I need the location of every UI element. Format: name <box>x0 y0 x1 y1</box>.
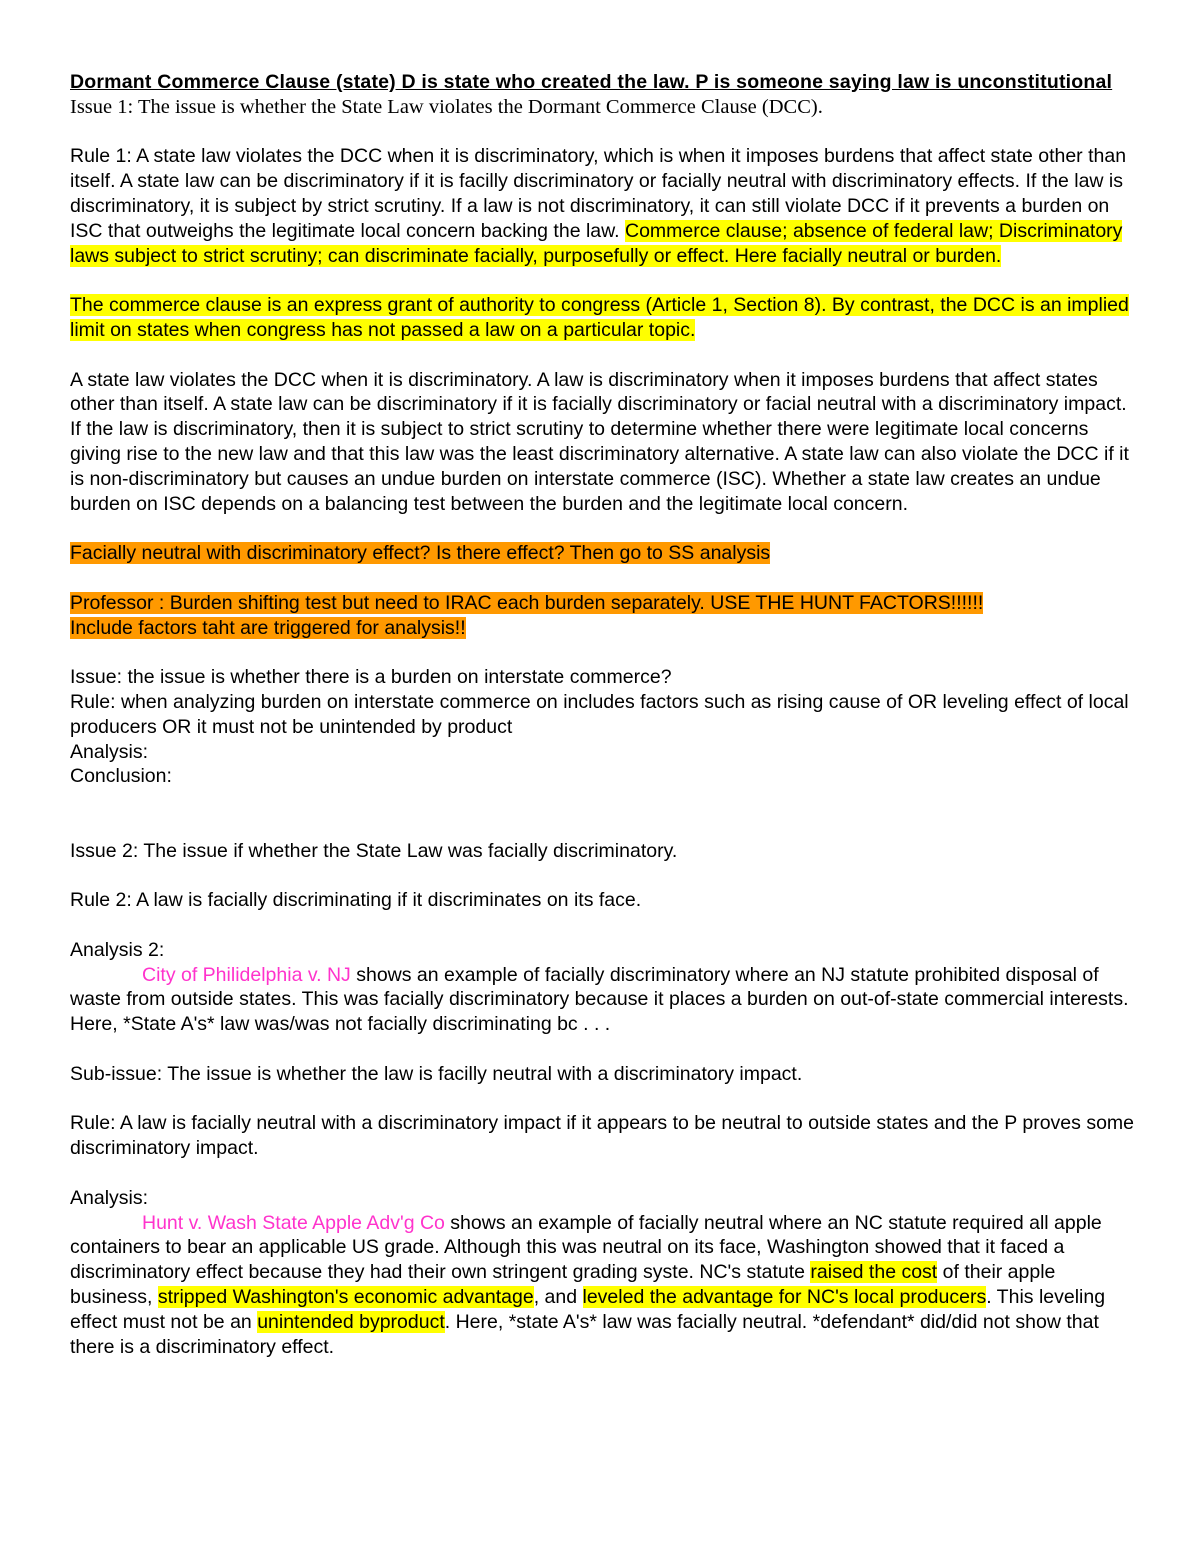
burden-analysis: Analysis: <box>70 740 149 763</box>
case-hunt-highlight-4: unintended byproduct <box>257 1310 445 1333</box>
analysis-2-label: Analysis 2: <box>70 938 165 961</box>
case-philadelphia-text: shows an example of facially discriminatory where an NJ statute prohibited disposal of waste from outside states. This was facially discriminatory because it places a burden on out-of-state commercial interests. Here, *State A's* law was/was not facially discriminating bc . . . <box>70 963 1129 1036</box>
issue-2: Issue 2: The issue if whether the State Law was facially discriminatory. <box>70 839 678 862</box>
case-hunt-highlight-3: leveled the advantage for NC's local producers <box>582 1286 987 1309</box>
analysis-3-label: Analysis: <box>70 1186 149 1209</box>
rule-1-highlight: Commerce clause; absence of federal law; Discriminatory laws subject to strict scrutiny; can discriminate facially, purposefully or effect. Here facially neutral or burden. <box>70 219 1123 267</box>
orange-note-2 <box>70 591 1135 641</box>
orange-note-2-line-1: Professor : Burden shifting test but need to IRAC each burden separately. USE THE HUNT FACTORS!!!!!! <box>70 591 984 614</box>
orange-note-2-line-2: Include factors taht are triggered for analysis!! <box>70 616 466 639</box>
sub-issue: Sub-issue: The issue is whether the law is facilly neutral with a discriminatory impact. <box>70 1062 803 1085</box>
orange-note-1-text: Facially neutral with discriminatory effect? Is there effect? Then go to SS analysis <box>70 542 771 565</box>
analysis-2-body <box>70 963 1135 1037</box>
orange-note-1 <box>70 541 1135 566</box>
case-hunt: Hunt v. Wash State Apple Adv'g Co <box>142 1211 445 1234</box>
document-page <box>70 70 1135 1359</box>
commerce-clause-note-text: The commerce clause is an express grant of authority to congress (Article 1, Section 8). By contrast, the DCC is an implied limit on states when congress has not passed a law on a particular topic. <box>70 294 1129 341</box>
issue-1: Issue 1: The issue is whether the State Law violates the Dormant Commerce Clause (DCC). <box>70 95 823 118</box>
dcc-rule-paragraph: A state law violates the DCC when it is discriminatory. A law is discriminatory when it imposes burdens that affect states other than itself. A state law can be discriminatory if it is facially discriminatory or facial neutral with a discriminatory impact. If the law is discriminatory, then it is subject to strict scrutiny to determine whether there were legitimate local concerns giving rise to the new law and that this law was the least discriminatory alternative. A state law can also violate the DCC if it is non-discriminatory but causes an undue burden on interstate commerce (ISC). Whether a state law creates an undue burden on ISC depends on a balancing test between the burden and the legitimate local concern. <box>70 368 1129 515</box>
document-title: Dormant Commerce Clause (state) D is state who created the law. P is someone saying law is unconstitutional <box>70 71 1113 93</box>
burden-rule: Rule: when analyzing burden on interstate commerce on includes factors such as rising cause of OR leveling effect of local producers OR it must not be unintended by product <box>70 690 1129 738</box>
case-hunt-highlight-2: stripped Washington's economic advantage <box>157 1286 534 1309</box>
case-philadelphia: City of Philidelphia v. NJ <box>142 963 351 986</box>
case-hunt-text-b: of their apple business, <box>70 1261 1056 1309</box>
case-hunt-highlight-1: raised the cost <box>810 1261 938 1284</box>
case-hunt-text-d: . This leveling effect must not be an <box>70 1286 1106 1333</box>
burden-conclusion: Conclusion: <box>70 765 172 788</box>
rule-1-text: Rule 1: A state law violates the DCC when it is discriminatory, which is when it imposes burdens that affect state other than itself. A state law can be discriminatory if it is facilly discriminatory or facially neutral with discriminatory effects. If the law is discriminatory, it is subject by strict scrutiny. If a law is not discriminatory, it can still violate DCC if it prevents a burden on ISC that outweighs the legitimate local concern backing the law. <box>70 145 1127 242</box>
case-hunt-text-e: . Here, *state A's* law was facially neutral. *defendant* did/did not show that there is a discriminatory effect. <box>70 1310 1099 1358</box>
rule-2: Rule 2: A law is facially discriminating if it discriminates on its face. <box>70 889 642 912</box>
commerce-clause-note <box>70 293 1135 343</box>
analysis-3-body <box>70 1211 1135 1360</box>
case-hunt-text-c: , and <box>533 1286 583 1309</box>
rule-1 <box>70 144 1135 268</box>
sub-rule: Rule: A law is facially neutral with a discriminatory impact if it appears to be neutral to outside states and the P proves some discriminatory impact. <box>70 1112 1135 1160</box>
burden-issue: Issue: the issue is whether there is a burden on interstate commerce? <box>70 666 672 689</box>
case-hunt-text-a: shows an example of facially neutral where an NC statute required all apple containers to bear an applicable US grade. Although this was neutral on its face, Washington showed that it faced a discriminatory effect because they had their own stringent grading syste. NC's statute <box>70 1211 1102 1284</box>
